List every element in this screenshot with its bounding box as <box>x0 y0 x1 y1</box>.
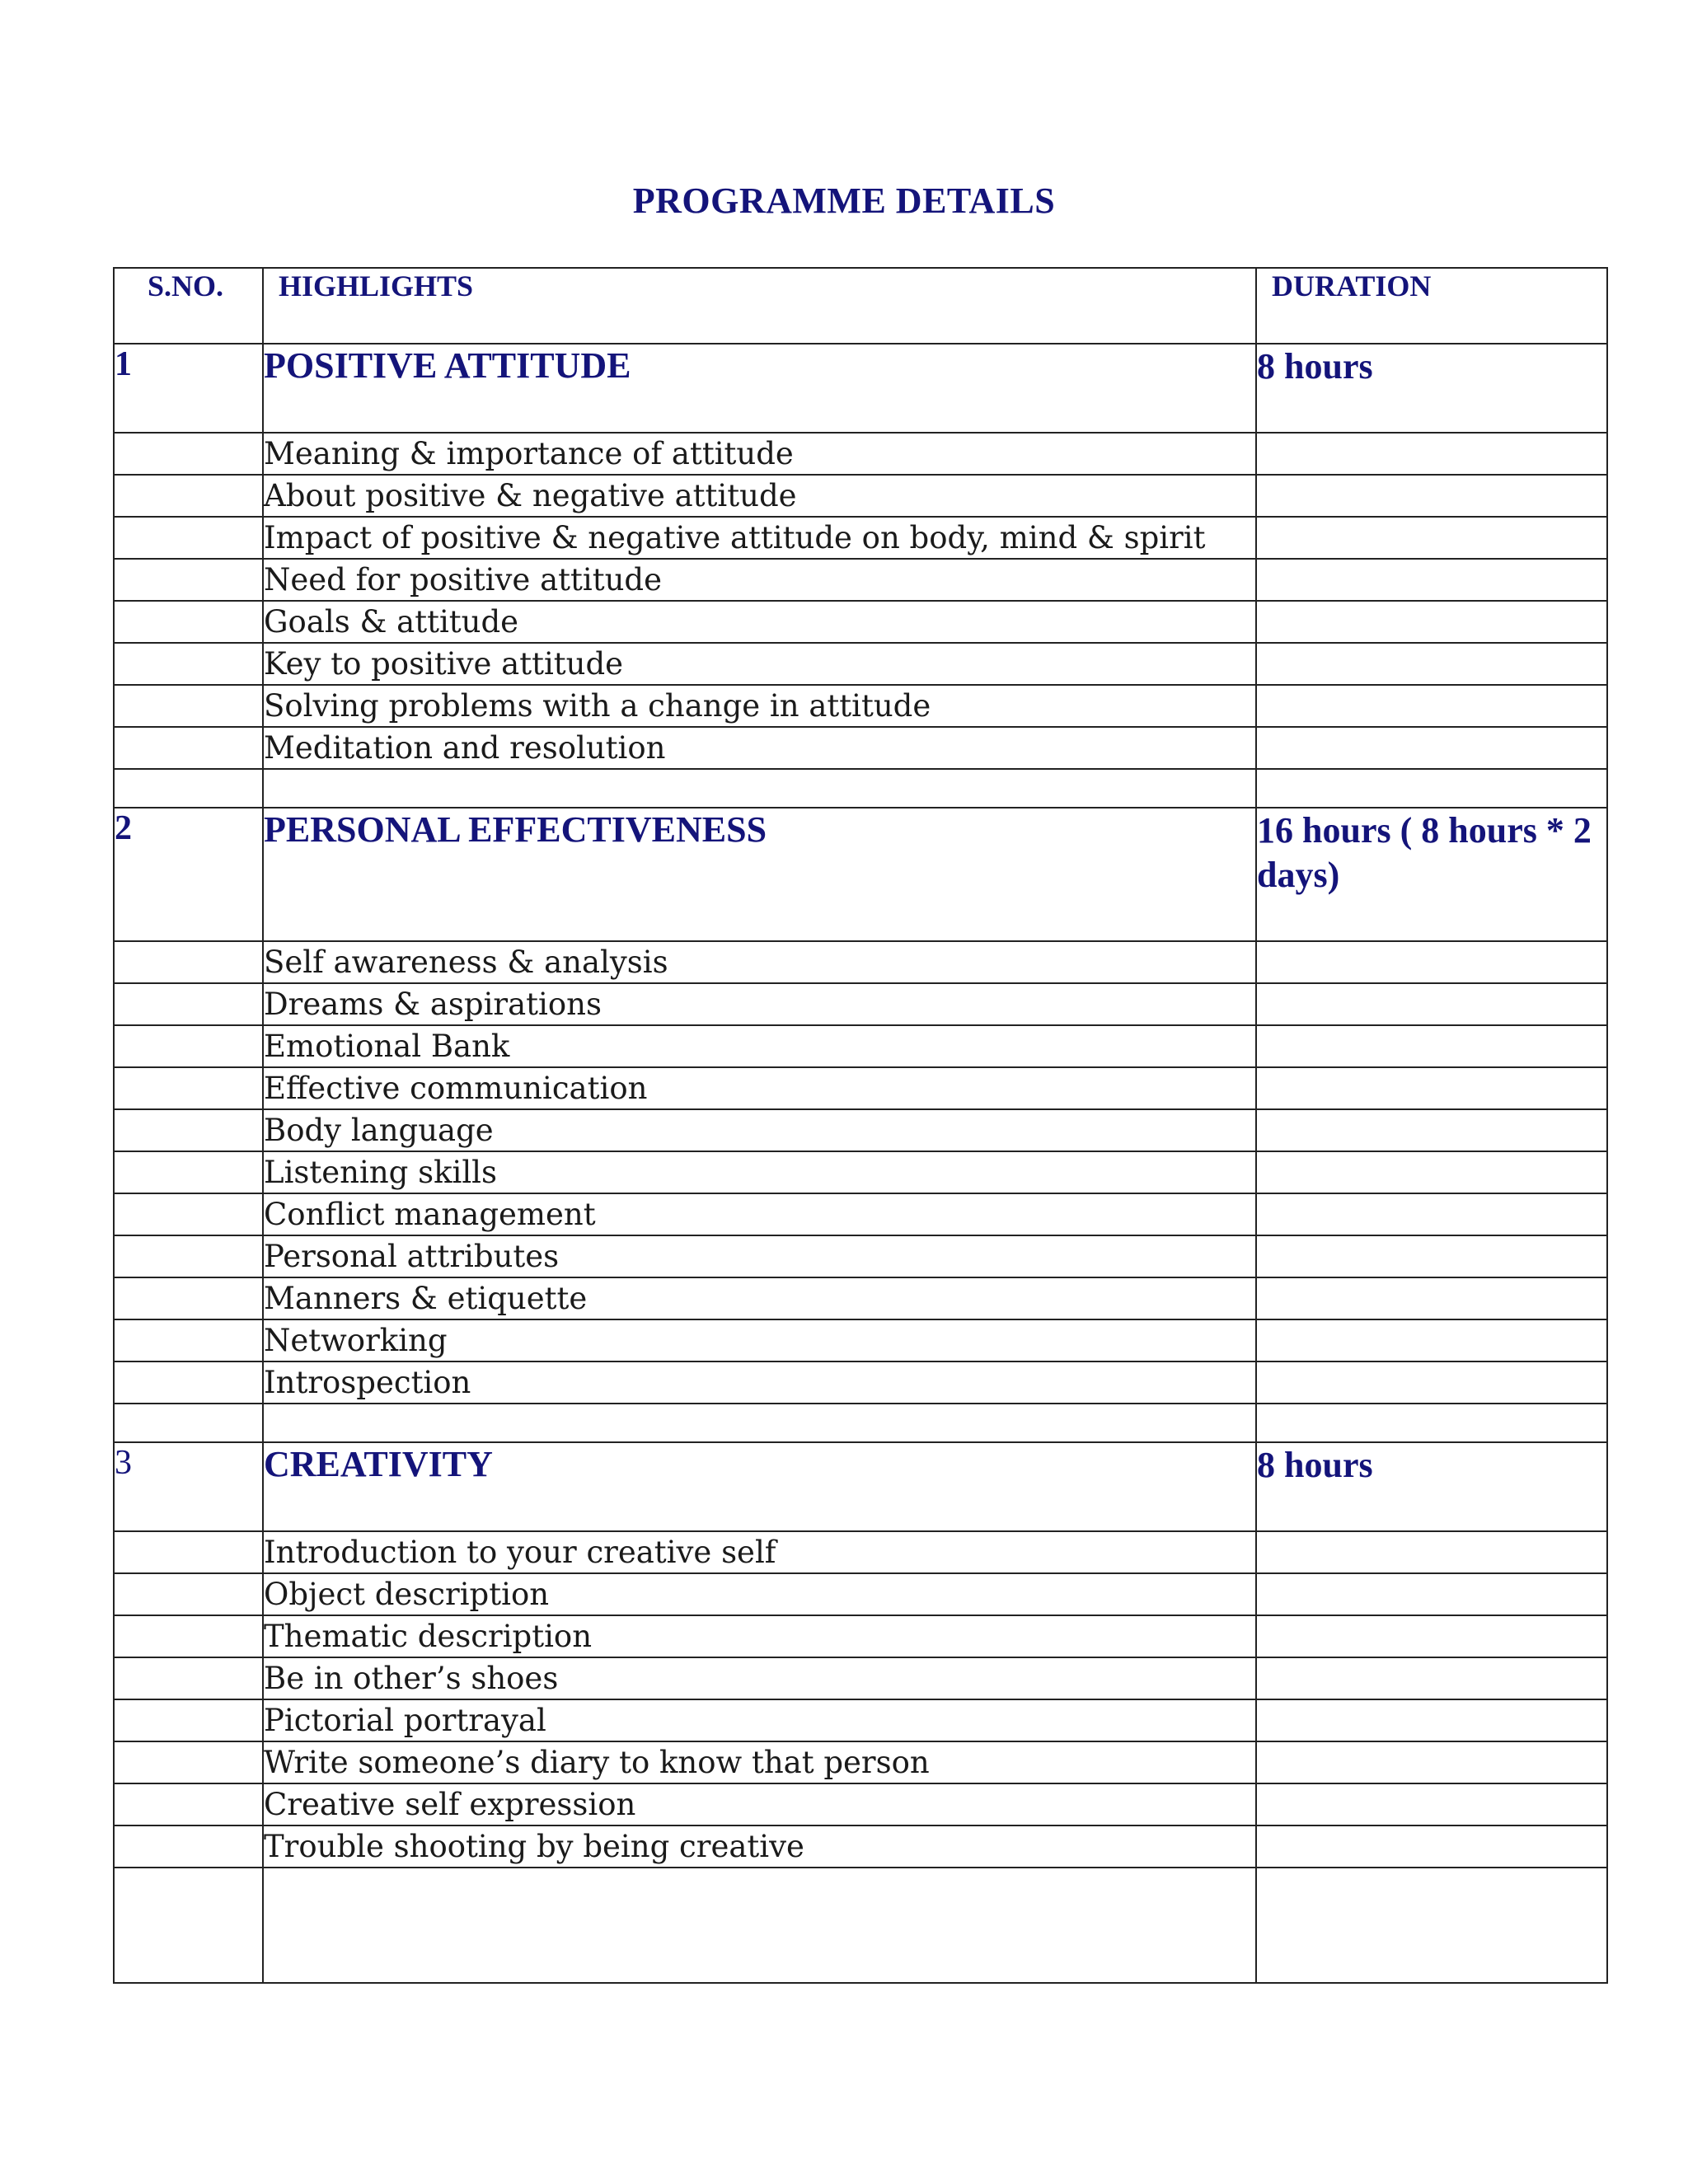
spacer-row <box>114 769 1607 808</box>
highlight-item: Key to positive attitude <box>263 643 1256 685</box>
section-title: POSITIVE ATTITUDE <box>263 344 1256 433</box>
highlight-item: Thematic description <box>263 1615 1256 1657</box>
highlight-item: Meditation and resolution <box>263 727 1256 769</box>
header-duration: DURATION <box>1256 268 1607 344</box>
page-title: PROGRAMME DETAILS <box>632 180 1056 221</box>
highlight-item: Body language <box>263 1109 1256 1151</box>
table-row <box>114 1277 1607 1319</box>
programme-table <box>113 267 1608 1984</box>
table-row <box>114 941 1607 983</box>
table-row <box>114 1699 1607 1741</box>
table-row <box>114 983 1607 1025</box>
section-title: PERSONAL EFFECTIVENESS <box>263 808 1256 941</box>
table-row <box>114 1025 1607 1067</box>
highlight-item: Creative self expression <box>263 1783 1256 1825</box>
highlight-item: Emotional Bank <box>263 1025 1256 1067</box>
highlight-item: Introspection <box>263 1361 1256 1404</box>
table-row <box>114 1615 1607 1657</box>
highlight-item: Networking <box>263 1319 1256 1361</box>
section-title: CREATIVITY <box>263 1442 1256 1531</box>
section-row <box>114 344 1607 433</box>
table-row <box>114 1783 1607 1825</box>
highlight-item: Effective communication <box>263 1067 1256 1109</box>
empty-row <box>114 1868 1607 1983</box>
table-row <box>114 727 1607 769</box>
section-row <box>114 1442 1607 1531</box>
highlight-item: Meaning & importance of attitude <box>263 433 1256 475</box>
table-row <box>114 1109 1607 1151</box>
table-row <box>114 1825 1607 1868</box>
highlight-item: About positive & negative attitude <box>263 475 1256 517</box>
highlight-item: Write someone’s diary to know that person <box>263 1741 1256 1783</box>
highlight-item: Listening skills <box>263 1151 1256 1193</box>
highlight-item: Be in other’s shoes <box>263 1657 1256 1699</box>
table-row <box>114 1319 1607 1361</box>
table-row <box>114 475 1607 517</box>
table-row <box>114 1151 1607 1193</box>
header-highlights: HIGHLIGHTS <box>263 268 1256 344</box>
highlight-item: Personal attributes <box>263 1235 1256 1277</box>
table-row <box>114 601 1607 643</box>
spacer-row <box>114 1404 1607 1442</box>
section-number: 2 <box>114 808 263 941</box>
section-number: 3 <box>114 1442 263 1531</box>
highlight-item: Introduction to your creative self <box>263 1531 1256 1573</box>
table-row <box>114 433 1607 475</box>
header-sno: S.NO. <box>114 268 263 344</box>
table-row <box>114 1193 1607 1235</box>
highlight-item: Trouble shooting by being creative <box>263 1825 1256 1868</box>
highlight-item: Conflict management <box>263 1193 1256 1235</box>
table-row <box>114 559 1607 601</box>
table-row <box>114 517 1607 559</box>
highlight-item: Need for positive attitude <box>263 559 1256 601</box>
section-number: 1 <box>114 344 263 433</box>
table-row <box>114 685 1607 727</box>
table-row <box>114 1573 1607 1615</box>
table-row <box>114 643 1607 685</box>
highlight-item: Self awareness & analysis <box>263 941 1256 983</box>
highlight-item: Manners & etiquette <box>263 1277 1256 1319</box>
highlight-item: Object description <box>263 1573 1256 1615</box>
section-duration: 8 hours <box>1256 1442 1607 1531</box>
table-row <box>114 1361 1607 1404</box>
highlight-item: Solving problems with a change in attitude <box>263 685 1256 727</box>
highlight-item: Goals & attitude <box>263 601 1256 643</box>
table-row <box>114 1067 1607 1109</box>
highlight-item: Impact of positive & negative attitude on body, mind & spirit <box>263 517 1256 559</box>
header-row <box>114 268 1607 344</box>
table-row <box>114 1741 1607 1783</box>
section-duration: 8 hours <box>1256 344 1607 433</box>
table-row <box>114 1657 1607 1699</box>
section-row <box>114 808 1607 941</box>
table-row <box>114 1531 1607 1573</box>
section-duration: 16 hours ( 8 hours * 2 days) <box>1256 808 1607 941</box>
highlight-item: Pictorial portrayal <box>263 1699 1256 1741</box>
highlight-item: Dreams & aspirations <box>263 983 1256 1025</box>
table-row <box>114 1235 1607 1277</box>
